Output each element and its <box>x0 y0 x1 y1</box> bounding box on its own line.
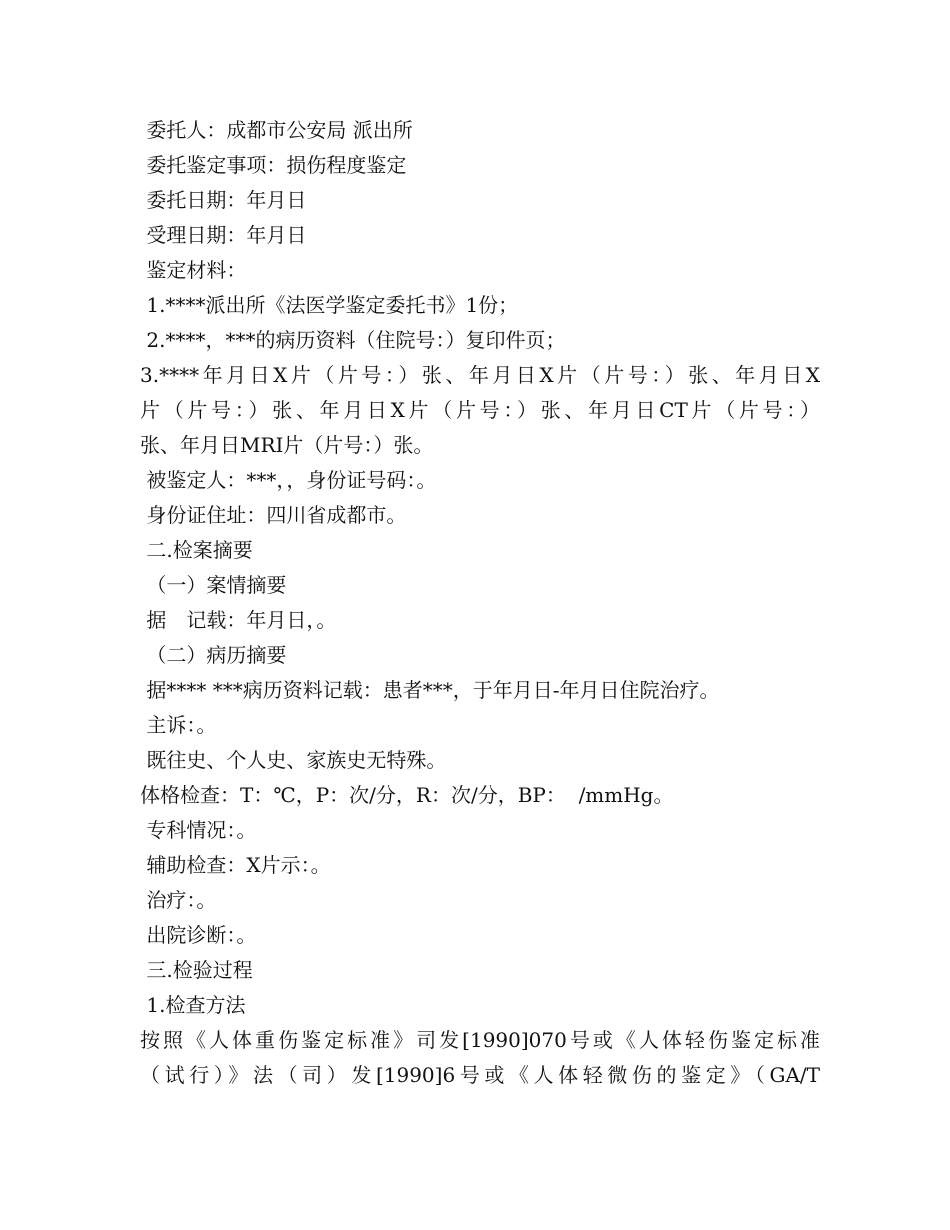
section-heading-inspection: 三.检验过程 <box>140 958 253 982</box>
document-body <box>140 113 820 1093</box>
chief-complaint: 主诉：。 <box>140 713 217 737</box>
case-record: 据 记载：年月日，。 <box>140 608 337 632</box>
auxiliary-exam: 辅助检查：X片示：。 <box>140 853 331 877</box>
material-item-3-line-1: 3.****年月日X片（片号：）张、年月日X片（片号：）张、年月日X <box>140 363 820 387</box>
material-item-3-line-2: 片（片号：）张、年月日X片（片号：）张、年月日CT片（片号：） <box>140 398 820 422</box>
section-heading-case-summary: 二.检案摘要 <box>140 538 253 562</box>
method-text-line-2: （试行）》法（司）发[1990]6号或《人体轻微伤的鉴定》（GA/T <box>140 1063 820 1087</box>
appraised-person: 被鉴定人：***，，身份证号码：。 <box>140 468 437 492</box>
subsection-heading-method: 1.检查方法 <box>140 993 246 1017</box>
treatment: 治疗：。 <box>140 888 217 912</box>
subsection-heading-case: （一）案情摘要 <box>140 573 287 597</box>
discharge-diagnosis: 出院诊断：。 <box>140 923 257 947</box>
material-item-2: 2.****，***的病历资料（住院号：）复印件页； <box>140 328 566 352</box>
materials-heading: 鉴定材料： <box>140 258 247 282</box>
medical-record: 据**** ***病历资料记载：患者***，于年月日-年月日住院治疗。 <box>140 678 720 702</box>
past-history: 既往史、个人史、家族史无特殊。 <box>140 748 447 772</box>
subsection-heading-medical: （二）病历摘要 <box>140 643 287 667</box>
method-text-line-1: 按照《人体重伤鉴定标准》司发[1990]070号或《人体轻伤鉴定标准 <box>140 1028 820 1052</box>
id-address: 身份证住址：四川省成都市。 <box>140 503 407 527</box>
entrusted-matter: 委托鉴定事项：损伤程度鉴定 <box>140 153 407 177</box>
physical-exam: 体格检查：T：℃，P：次/分，R：次/分，BP： /mmHg。 <box>140 783 674 807</box>
entrusting-party: 委托人：成都市公安局 派出所 <box>140 118 413 142</box>
entrust-date: 委托日期：年月日 <box>140 188 307 212</box>
material-item-1: 1.****派出所《法医学鉴定委托书》1份； <box>140 293 519 317</box>
specialist-findings: 专科情况：。 <box>140 818 257 842</box>
accept-date: 受理日期：年月日 <box>140 223 307 247</box>
material-item-3-line-3: 张、年月日MRI片（片号：）张。 <box>140 433 434 457</box>
